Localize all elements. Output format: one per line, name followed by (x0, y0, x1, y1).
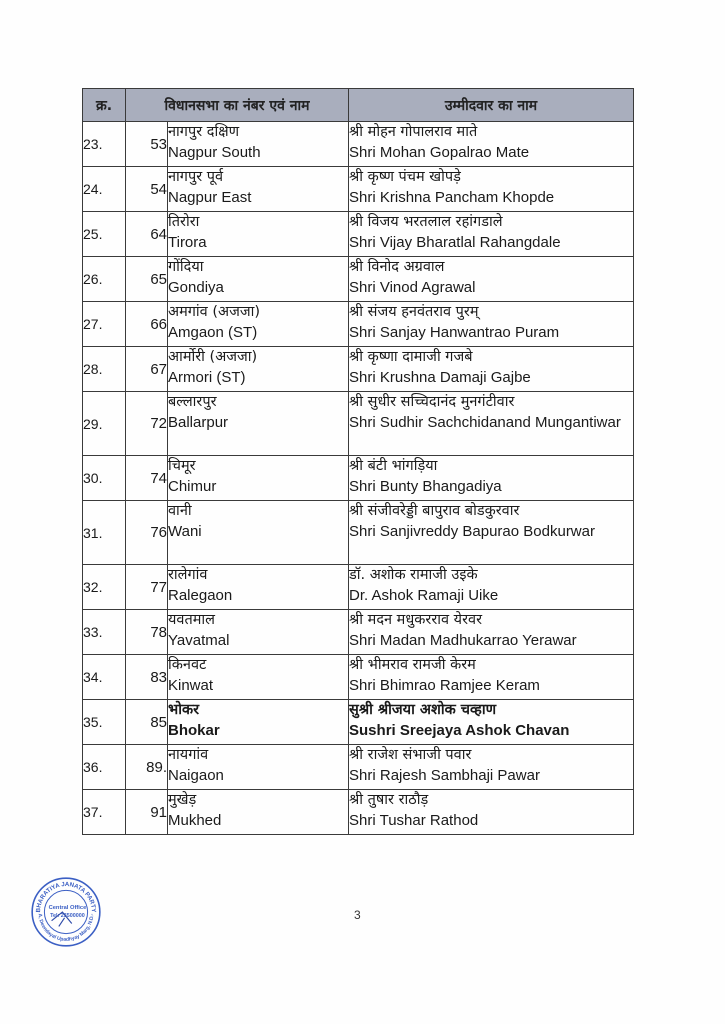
constituency-name-english: Nagpur East (168, 189, 252, 206)
constituency-cell (168, 212, 349, 257)
page-number: 3 (354, 908, 361, 922)
constituency-cell (168, 790, 349, 835)
svg-text:6A, Deendayal Upadhyay Marg, N: A, Deendayal Upadhyay Marg, N.D.- (36, 913, 96, 943)
table-row (83, 790, 634, 835)
candidate-name-english: Shri Vinod Agrawal (349, 279, 476, 296)
serial-number: 24. (83, 167, 126, 212)
serial-number: 23. (83, 122, 126, 167)
candidate-name-english: Shri Mohan Gopalrao Mate (349, 144, 530, 161)
constituency-name-hindi: नागपुर पूर्व (168, 169, 224, 185)
table-row (83, 655, 634, 700)
candidate-cell (349, 655, 634, 700)
constituency-name-hindi: अमगांव (अजजा) (168, 304, 261, 320)
constituency-cell (168, 501, 349, 565)
svg-text:Tel: 23500000: Tel: 23500000 (50, 913, 85, 920)
table-row (83, 392, 634, 456)
serial-number: 35. (83, 700, 126, 745)
candidate-name-english: Shri Madan Madhukarrao Yerawar (349, 632, 577, 649)
constituency-number: 72 (126, 392, 168, 456)
candidate-name-english: Shri Rajesh Sambhaji Pawar (349, 767, 540, 784)
table-row (83, 302, 634, 347)
candidate-name-hindi: श्री विनोद अग्रवाल (349, 259, 445, 275)
candidate-cell (349, 302, 634, 347)
constituency-number: 67 (126, 347, 168, 392)
candidate-name-english: Shri Bhimrao Ramjee Keram (349, 677, 540, 694)
candidate-name-hindi: श्री मदन मधुकरराव येरवर (349, 612, 483, 628)
candidate-name-hindi: डॉ. अशोक रामाजी उइके (349, 567, 478, 583)
candidate-cell (349, 610, 634, 655)
table-row (83, 122, 634, 167)
candidate-name-english: Shri Sanjay Hanwantrao Puram (349, 324, 560, 341)
constituency-number: 53 (126, 122, 168, 167)
candidate-cell (349, 700, 634, 745)
candidate-table (82, 88, 634, 835)
candidate-name-english: Shri Bunty Bhangadiya (349, 478, 502, 495)
table-header-row (83, 89, 634, 122)
candidate-cell (349, 212, 634, 257)
candidate-name-english: Dr. Ashok Ramaji Uike (349, 587, 499, 604)
constituency-name-hindi: बल्लारपुर (168, 394, 217, 410)
constituency-cell (168, 610, 349, 655)
table-row (83, 565, 634, 610)
constituency-number: 54 (126, 167, 168, 212)
table-body (83, 122, 634, 835)
serial-number: 37. (83, 790, 126, 835)
candidate-cell (349, 257, 634, 302)
candidate-name-english: Shri Krishna Pancham Khopde (349, 189, 555, 206)
constituency-name-english: Ballarpur (168, 414, 229, 431)
constituency-cell (168, 456, 349, 501)
candidate-cell (349, 565, 634, 610)
constituency-name-hindi: तिरोरा (168, 214, 200, 230)
table-row (83, 167, 634, 212)
constituency-cell (168, 167, 349, 212)
candidate-cell (349, 167, 634, 212)
constituency-number: 91 (126, 790, 168, 835)
constituency-name-hindi: नायगांव (168, 747, 209, 763)
candidate-name-hindi: श्री संजय हनवंतराव पुरम् (349, 304, 479, 320)
serial-number: 36. (83, 745, 126, 790)
constituency-name-english: Nagpur South (168, 144, 261, 161)
constituency-number: 76 (126, 501, 168, 565)
table-row (83, 501, 634, 565)
table-row (83, 700, 634, 745)
candidate-name-hindi: श्री संजीवरेड्डी बापुराव बोडकुरवार (349, 503, 520, 519)
serial-number: 25. (83, 212, 126, 257)
serial-number: 31. (83, 501, 126, 565)
constituency-number: 83 (126, 655, 168, 700)
svg-text:Central Office: Central Office (48, 905, 87, 912)
constituency-number: 65 (126, 257, 168, 302)
candidate-name-english: Shri Krushna Damaji Gajbe (349, 369, 531, 386)
constituency-name-english: Bhokar (168, 722, 220, 739)
table-row (83, 347, 634, 392)
candidate-name-hindi: श्री मोहन गोपालराव माते (349, 124, 478, 140)
header-constituency: विधानसभा का नंबर एवं नाम (126, 89, 349, 122)
constituency-number: 66 (126, 302, 168, 347)
candidate-name-hindi: श्री कृष्ण पंचम खोपड़े (349, 169, 461, 185)
serial-number: 29. (83, 392, 126, 456)
constituency-cell (168, 565, 349, 610)
constituency-name-hindi: किनवट (168, 657, 207, 673)
constituency-name-english: Gondiya (168, 279, 224, 296)
constituency-name-english: Armori (ST) (168, 369, 246, 386)
constituency-cell (168, 745, 349, 790)
constituency-name-english: Mukhed (168, 812, 222, 829)
constituency-cell (168, 392, 349, 456)
candidate-cell (349, 122, 634, 167)
serial-number: 26. (83, 257, 126, 302)
constituency-name-english: Naigaon (168, 767, 224, 784)
header-serial: क्र. (83, 89, 126, 122)
candidate-name-english: Shri Tushar Rathod (349, 812, 479, 829)
candidate-name-hindi: श्री सुधीर सच्चिदानंद मुनगंटीवार (349, 394, 515, 410)
table-row (83, 257, 634, 302)
constituency-number: 77 (126, 565, 168, 610)
serial-number: 34. (83, 655, 126, 700)
constituency-name-hindi: मुखेड़ (168, 792, 197, 808)
constituency-cell (168, 655, 349, 700)
candidate-name-hindi: श्री बंटी भांगड़िया (349, 458, 438, 474)
constituency-name-hindi: नागपुर दक्षिण (168, 124, 240, 140)
serial-number: 30. (83, 456, 126, 501)
candidate-name-english: Shri Vijay Bharatlal Rahangdale (349, 234, 561, 251)
candidate-cell (349, 347, 634, 392)
constituency-cell (168, 700, 349, 745)
candidate-cell (349, 501, 634, 565)
constituency-name-hindi: चिमूर (168, 458, 196, 474)
candidate-name-hindi: श्री भीमराव रामजी केरम (349, 657, 476, 673)
constituency-name-english: Tirora (168, 234, 207, 251)
constituency-cell (168, 302, 349, 347)
constituency-number: 89. (126, 745, 168, 790)
constituency-name-hindi: गोंदिया (168, 259, 204, 275)
candidate-name-english: Shri Sudhir Sachchidanand Mungantiwar (349, 414, 621, 431)
constituency-name-english: Ralegaon (168, 587, 233, 604)
table-row (83, 745, 634, 790)
serial-number: 33. (83, 610, 126, 655)
candidate-name-english: Shri Sanjivreddy Bapurao Bodkurwar (349, 523, 595, 540)
candidate-cell (349, 392, 634, 456)
header-candidate: उम्मीदवार का नाम (349, 89, 634, 122)
constituency-name-hindi: यवतमाल (168, 612, 215, 628)
constituency-name-english: Amgaon (ST) (168, 324, 258, 341)
candidate-name-english: Sushri Sreejaya Ashok Chavan (349, 722, 570, 739)
party-seal-stamp (30, 876, 102, 948)
candidate-cell (349, 790, 634, 835)
constituency-cell (168, 257, 349, 302)
constituency-name-english: Yavatmal (168, 632, 230, 649)
svg-text:BHARATIYA JANATA PARTY: BHARATIYA JANATA PARTY (35, 881, 97, 913)
constituency-number: 78 (126, 610, 168, 655)
constituency-number: 74 (126, 456, 168, 501)
constituency-name-hindi: रालेगांव (168, 567, 208, 583)
candidate-name-hindi: सुश्री श्रीजया अशोक चव्हाण (349, 702, 497, 718)
serial-number: 32. (83, 565, 126, 610)
constituency-name-hindi: वानी (168, 503, 192, 519)
table-row (83, 456, 634, 501)
constituency-cell (168, 347, 349, 392)
serial-number: 28. (83, 347, 126, 392)
serial-number: 27. (83, 302, 126, 347)
constituency-name-hindi: भोकर (168, 702, 200, 718)
candidate-cell (349, 456, 634, 501)
candidate-name-hindi: श्री कृष्णा दामाजी गजबे (349, 349, 473, 365)
constituency-name-english: Chimur (168, 478, 217, 495)
table-row (83, 212, 634, 257)
constituency-name-english: Kinwat (168, 677, 214, 694)
constituency-cell (168, 122, 349, 167)
candidate-name-hindi: श्री राजेश संभाजी पवार (349, 747, 472, 763)
candidate-cell (349, 745, 634, 790)
constituency-number: 85 (126, 700, 168, 745)
constituency-name-english: Wani (168, 523, 202, 540)
constituency-name-hindi: आर्मोरी (अजजा) (168, 349, 258, 365)
constituency-number: 64 (126, 212, 168, 257)
candidate-name-hindi: श्री विजय भरतलाल रहांगडाले (349, 214, 503, 230)
candidate-name-hindi: श्री तुषार राठौड़ (349, 792, 429, 808)
table-row (83, 610, 634, 655)
